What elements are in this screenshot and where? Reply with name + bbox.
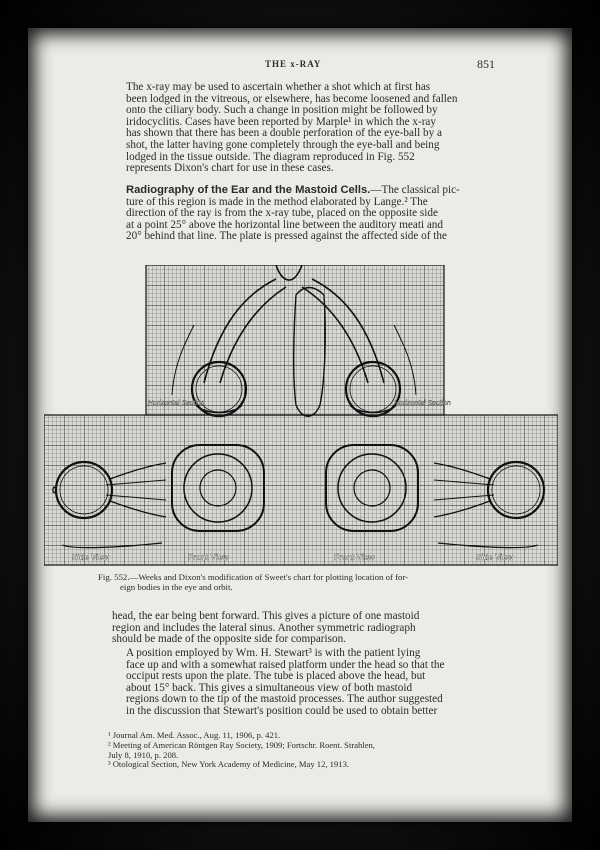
text-line: iridocyclitis. Cases have been reported by Marple¹ in which the x-ray xyxy=(126,115,436,128)
text-line xyxy=(112,185,504,197)
footnote: ³ Otological Section, New York Academy of Medicine, May 12, 1913. xyxy=(108,759,350,770)
text-line: regions down to the tip of the mastoid processes. The author suggested xyxy=(126,693,443,706)
label-front-view-left: Front View xyxy=(188,553,229,562)
footnote: ¹ Journal Am. Med. Assoc., Aug. 11, 1906, p. 421. xyxy=(108,730,281,740)
text-line: region and includes the lateral sinus. Another symmetric radiograph xyxy=(112,621,416,634)
footnote: ² Meeting of American Röntgen Ray Society, 1909; Fortschr. Roent. Strahlen, xyxy=(108,739,375,750)
caption-line: Fig. 552.—Weeks and Dixon's modification of Sweet's chart for plotting location of for- xyxy=(98,572,409,582)
page-number: 851 xyxy=(477,57,495,71)
page-header xyxy=(28,59,572,77)
paragraph-head-ear xyxy=(112,611,504,646)
label-horizontal-section-left: Horizontal Section xyxy=(148,400,205,407)
text-line: should be made of the opposite side for comparison. xyxy=(112,633,346,646)
text-line: at a point 25° above the horizontal line between the auditory meati and xyxy=(126,218,443,231)
label-horizontal-section-right: Horizontal Section xyxy=(394,400,451,407)
text-line: in the discussion that Stewart's position could be used to obtain better xyxy=(126,704,438,717)
text-fragment: —The classical pic- xyxy=(370,184,460,196)
text-line: onto the ciliary body. Such a change in position might be followed by xyxy=(126,104,438,117)
paragraph-stewart-position xyxy=(112,648,504,718)
text-line: 20° behind that line. The plate is pressed against the affected side of the xyxy=(126,230,447,243)
text-line: occiput rests upon the plate. The tube is placed above the head, but xyxy=(126,670,426,683)
text-line: shot, the latter having gone completely through the eye-ball and being xyxy=(126,138,440,151)
label-side-view-right: Side View xyxy=(476,553,514,562)
figure-552-chart xyxy=(44,265,558,567)
paragraph-xray-shot xyxy=(112,82,504,175)
label-side-view-left: Side View xyxy=(72,553,110,562)
paragraph-ear-mastoid xyxy=(112,185,504,243)
book-page xyxy=(28,28,572,822)
text-line: direction of the ray is from the x-ray tube, placed on the opposite side xyxy=(126,207,438,220)
text-line: lodged in the tissue outside. The diagram reproduced in Fig. 552 xyxy=(126,150,415,163)
text-line: has shown that there has been a double perforation of the eye-ball by a xyxy=(126,127,442,140)
section-heading: Radiography of the Ear and the Mastoid Cells. xyxy=(126,184,371,196)
text-line: ture of this region is made in the method elaborated by Lange.² The xyxy=(126,195,428,208)
caption-line: eign bodies in the eye and orbit. xyxy=(120,582,233,592)
text-line: A position employed by Wm. H. Stewart³ is with the patient lying xyxy=(126,647,421,659)
footnotes xyxy=(108,731,508,770)
text-line: about 15° back. This gives a simultaneous view of both mastoid xyxy=(126,681,413,694)
footnote-continuation: July 8, 1910, p. 208. xyxy=(108,749,179,760)
running-head: THE x-RAY xyxy=(265,59,322,69)
text-line: represents Dixon's chart for use in these cases. xyxy=(126,162,334,175)
label-front-view-right: Front View xyxy=(334,553,375,562)
text-line: been lodged in the vitreous, or elsewhere, has become loosened and fallen xyxy=(126,92,458,105)
text-line: face up and with a somewhat raised platform under the head so that the xyxy=(126,658,445,671)
figure-caption xyxy=(98,572,518,592)
text-line: The x-ray may be used to ascertain whether a shot which at first has xyxy=(126,81,431,93)
text-line: head, the ear being bent forward. This gives a picture of one mastoid xyxy=(112,610,420,622)
